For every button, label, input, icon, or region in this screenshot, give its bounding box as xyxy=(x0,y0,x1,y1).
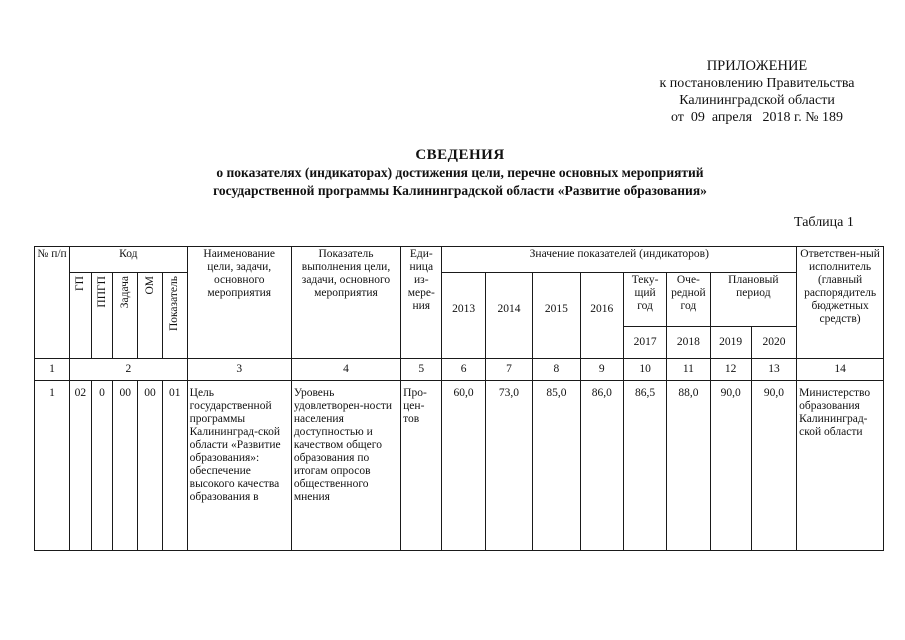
header-unit: Еди-ница из-мере-ния xyxy=(401,247,442,359)
header-row-1 xyxy=(35,247,884,273)
header-planned-period: Плановый период xyxy=(710,273,797,327)
appendix-title: ПРИЛОЖЕНИЕ xyxy=(706,58,808,74)
appendix-line-2: Калининградской области xyxy=(679,93,835,108)
row-num: 1 xyxy=(35,381,70,551)
header-name: Наименование цели, задачи, основного мероприятия xyxy=(187,247,291,359)
indicators-table xyxy=(34,246,884,551)
header-code-ppgp: ППГП xyxy=(91,273,113,359)
header-row-2 xyxy=(35,273,884,327)
header-num: № п/п xyxy=(35,247,70,359)
row-value-2018: 88,0 xyxy=(667,381,710,551)
row-value-2015: 85,0 xyxy=(533,381,580,551)
colnum-4: 4 xyxy=(291,359,400,381)
header-year-2018: 2018 xyxy=(667,327,710,359)
column-number-row xyxy=(35,359,884,381)
header-year-2019: 2019 xyxy=(710,327,751,359)
row-responsible: Министерство образования Калининград-ской области xyxy=(797,381,884,551)
header-code-om: ОМ xyxy=(138,273,163,359)
header-year-2014: 2014 xyxy=(485,273,532,359)
header-code: Код xyxy=(70,247,188,273)
row-code-indicator: 01 xyxy=(162,381,187,551)
colnum-5: 5 xyxy=(401,359,442,381)
table-row xyxy=(35,381,884,551)
colnum-10: 10 xyxy=(623,359,666,381)
appendix-line-3: от 09 апреля 2018 г. № 189 xyxy=(670,110,844,125)
document-heading xyxy=(150,146,770,200)
colnum-6: 6 xyxy=(442,359,485,381)
appendix-block xyxy=(612,58,902,126)
header-code-gp: ГП xyxy=(70,273,92,359)
row-unit: Про-цен-тов xyxy=(401,381,442,551)
row-code-ppgp: 0 xyxy=(91,381,113,551)
colnum-9: 9 xyxy=(580,359,623,381)
colnum-2: 2 xyxy=(70,359,188,381)
header-year-2013: 2013 xyxy=(442,273,485,359)
header-next-year-label: Оче-редной год xyxy=(667,273,710,327)
header-year-2020: 2020 xyxy=(751,327,796,359)
row-value-2013: 60,0 xyxy=(442,381,485,551)
header-current-year-label: Теку-щий год xyxy=(623,273,666,327)
colnum-13: 13 xyxy=(751,359,796,381)
header-code-task: Задача xyxy=(113,273,138,359)
row-code-om: 00 xyxy=(138,381,163,551)
row-value-2016: 86,0 xyxy=(580,381,623,551)
header-values: Значение показателей (индикаторов) xyxy=(442,247,797,273)
colnum-12: 12 xyxy=(710,359,751,381)
header-year-2017: 2017 xyxy=(623,327,666,359)
header-year-2015: 2015 xyxy=(533,273,580,359)
row-value-2017: 86,5 xyxy=(623,381,666,551)
colnum-3: 3 xyxy=(187,359,291,381)
appendix-line-1: к постановлению Правительства xyxy=(659,76,855,91)
heading-title: СВЕДЕНИЯ xyxy=(415,147,505,163)
colnum-14: 14 xyxy=(797,359,884,381)
colnum-11: 11 xyxy=(667,359,710,381)
row-code-task: 00 xyxy=(113,381,138,551)
heading-line-2: государственной программы Калининградской области «Развитие образования» xyxy=(213,183,707,198)
colnum-7: 7 xyxy=(485,359,532,381)
row-code-gp: 02 xyxy=(70,381,92,551)
row-indicator: Уровень удовлетворен-ности населения доступностью и качеством общего образования по итогам опросов общественного мнения xyxy=(291,381,400,551)
header-code-indicator: Показатель xyxy=(162,273,187,359)
heading-line-1: о показателях (индикаторах) достижения цели, перечне основных мероприятий xyxy=(216,165,704,180)
row-value-2014: 73,0 xyxy=(485,381,532,551)
header-indicator: Показатель выполнения цели, задачи, основного мероприятия xyxy=(291,247,400,359)
colnum-8: 8 xyxy=(533,359,580,381)
row-value-2019: 90,0 xyxy=(710,381,751,551)
header-responsible: Ответствен-ный исполнитель (главный распорядитель бюджетных средств) xyxy=(797,247,884,359)
row-value-2020: 90,0 xyxy=(751,381,796,551)
header-year-2016: 2016 xyxy=(580,273,623,359)
row-goal-name: Цель государственной программы Калининград-ской области «Развитие образования»: обеспечение высокого качества образования в xyxy=(187,381,291,551)
colnum-1: 1 xyxy=(35,359,70,381)
table-caption: Таблица 1 xyxy=(794,215,854,230)
